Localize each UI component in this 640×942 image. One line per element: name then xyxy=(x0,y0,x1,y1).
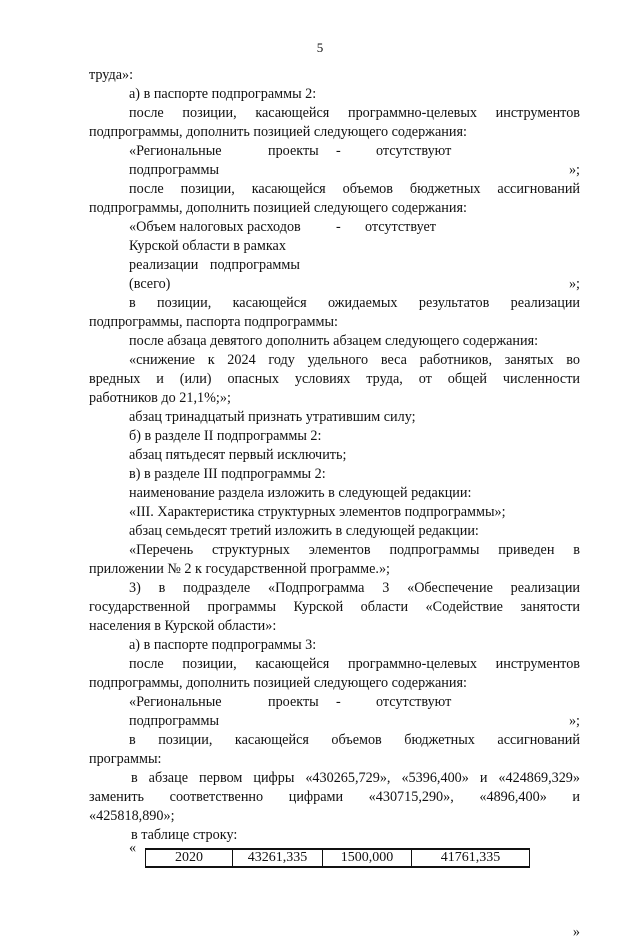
passport-position-row xyxy=(89,142,580,161)
position-dash: - xyxy=(336,694,341,710)
text-line: в позиции, касающейся ожидаемых результатов реализации xyxy=(129,295,580,311)
passport-position-row xyxy=(89,712,580,731)
text-line: подпрограммы, паспорта подпрограммы: xyxy=(89,314,338,330)
text-line: «снижение к 2024 году удельного веса работников, занятых во xyxy=(129,352,580,368)
position-label: «Региональные xyxy=(129,694,222,710)
passport-position-row xyxy=(89,161,580,180)
table-cell-regional: 41761,335 xyxy=(412,849,530,867)
text-line: абзац тринадцатый признать утратившим силу; xyxy=(129,409,416,425)
text-line: а) в паспорте подпрограммы 3: xyxy=(129,637,317,653)
text-line: подпрограммы, дополнить позицией следующего содержания: xyxy=(89,200,467,216)
page-number: 5 xyxy=(316,40,324,55)
passport-position-row xyxy=(89,693,580,712)
budget-table xyxy=(145,848,530,868)
position-label: «Объем налоговых расходов xyxy=(129,219,301,235)
table-block xyxy=(89,840,580,940)
position-value: отсутствуют xyxy=(376,143,452,159)
text-line: а) в паспорте подпрограммы 2: xyxy=(129,86,317,102)
table-cell-federal: 1500,000 xyxy=(323,849,412,867)
table-row xyxy=(146,849,530,867)
text-line: программы: xyxy=(89,751,162,767)
table-cell-year: 2020 xyxy=(146,849,233,867)
text-line: в абзаце первом цифры «430265,729», «5396,400» и «424869,329» xyxy=(131,770,580,786)
text-line: подпрограммы, дополнить позицией следующего содержания: xyxy=(89,675,467,691)
position-label: проекты xyxy=(268,143,319,159)
text-line: «III. Характеристика структурных элементов подпрограммы»; xyxy=(129,504,506,520)
position-value: отсутствуют xyxy=(376,694,452,710)
position-label: реализации подпрограммы xyxy=(129,257,300,273)
text-line: абзац семьдесят третий изложить в следующей редакции: xyxy=(129,523,479,539)
text-line: труда»: xyxy=(89,67,134,83)
position-value: отсутствует xyxy=(365,219,436,235)
text-line: работников до 21,1%;»; xyxy=(89,390,231,406)
opening-quote: « xyxy=(129,840,137,856)
text-line: в) в разделе III подпрограммы 2: xyxy=(129,466,326,482)
text-line: наименование раздела изложить в следующей редакции: xyxy=(129,485,472,501)
text-line: 3) в подразделе «Подпрограмма 3 «Обеспечение реализации xyxy=(129,580,580,596)
position-label: (всего) xyxy=(129,276,171,292)
closing-quote: »; xyxy=(568,276,580,292)
text-line: государственной программы Курской области «Содействие занятости xyxy=(89,599,580,615)
text-line: вредных и (или) опасных условиях труда, от общей численности xyxy=(89,371,580,387)
table-cell-total: 43261,335 xyxy=(233,849,323,867)
position-label: проекты xyxy=(268,694,319,710)
passport-position-row xyxy=(89,275,580,294)
position-label: подпрограммы xyxy=(129,713,219,729)
closing-quote: »; xyxy=(568,713,580,729)
position-dash: - xyxy=(336,143,341,159)
text-line: заменить соответственно цифрами «430715,290», «4896,400» и xyxy=(89,789,580,805)
position-label: Курской области в рамках xyxy=(129,238,286,254)
text-line: после позиции, касающейся программно-целевых инструментов xyxy=(129,105,580,121)
text-line: населения в Курской области»: xyxy=(89,618,277,634)
position-label: подпрограммы xyxy=(129,162,219,178)
text-line: «Перечень структурных элементов подпрограммы приведен в xyxy=(129,542,580,558)
passport-position-row xyxy=(89,218,580,237)
text-line: б) в разделе II подпрограммы 2: xyxy=(129,428,322,444)
text-line: приложении № 2 к государственной программе.»; xyxy=(89,561,390,577)
text-line: в позиции, касающейся объемов бюджетных ассигнований xyxy=(129,732,580,748)
position-label: «Региональные xyxy=(129,143,222,159)
closing-quote: »; xyxy=(568,162,580,178)
text-line: «425818,890»; xyxy=(89,808,175,824)
closing-quote: » xyxy=(572,924,580,940)
text-line: после позиции, касающейся программно-целевых инструментов xyxy=(129,656,580,672)
position-dash: - xyxy=(336,219,341,235)
text-line: подпрограммы, дополнить позицией следующего содержания: xyxy=(89,124,467,140)
text-line: в таблице строку: xyxy=(131,827,238,843)
document-body xyxy=(89,66,580,940)
text-line: после позиции, касающейся объемов бюджетных ассигнований xyxy=(129,181,580,197)
text-line: после абзаца девятого дополнить абзацем следующего содержания: xyxy=(129,333,539,349)
text-line: абзац пятьдесят первый исключить; xyxy=(129,447,347,463)
